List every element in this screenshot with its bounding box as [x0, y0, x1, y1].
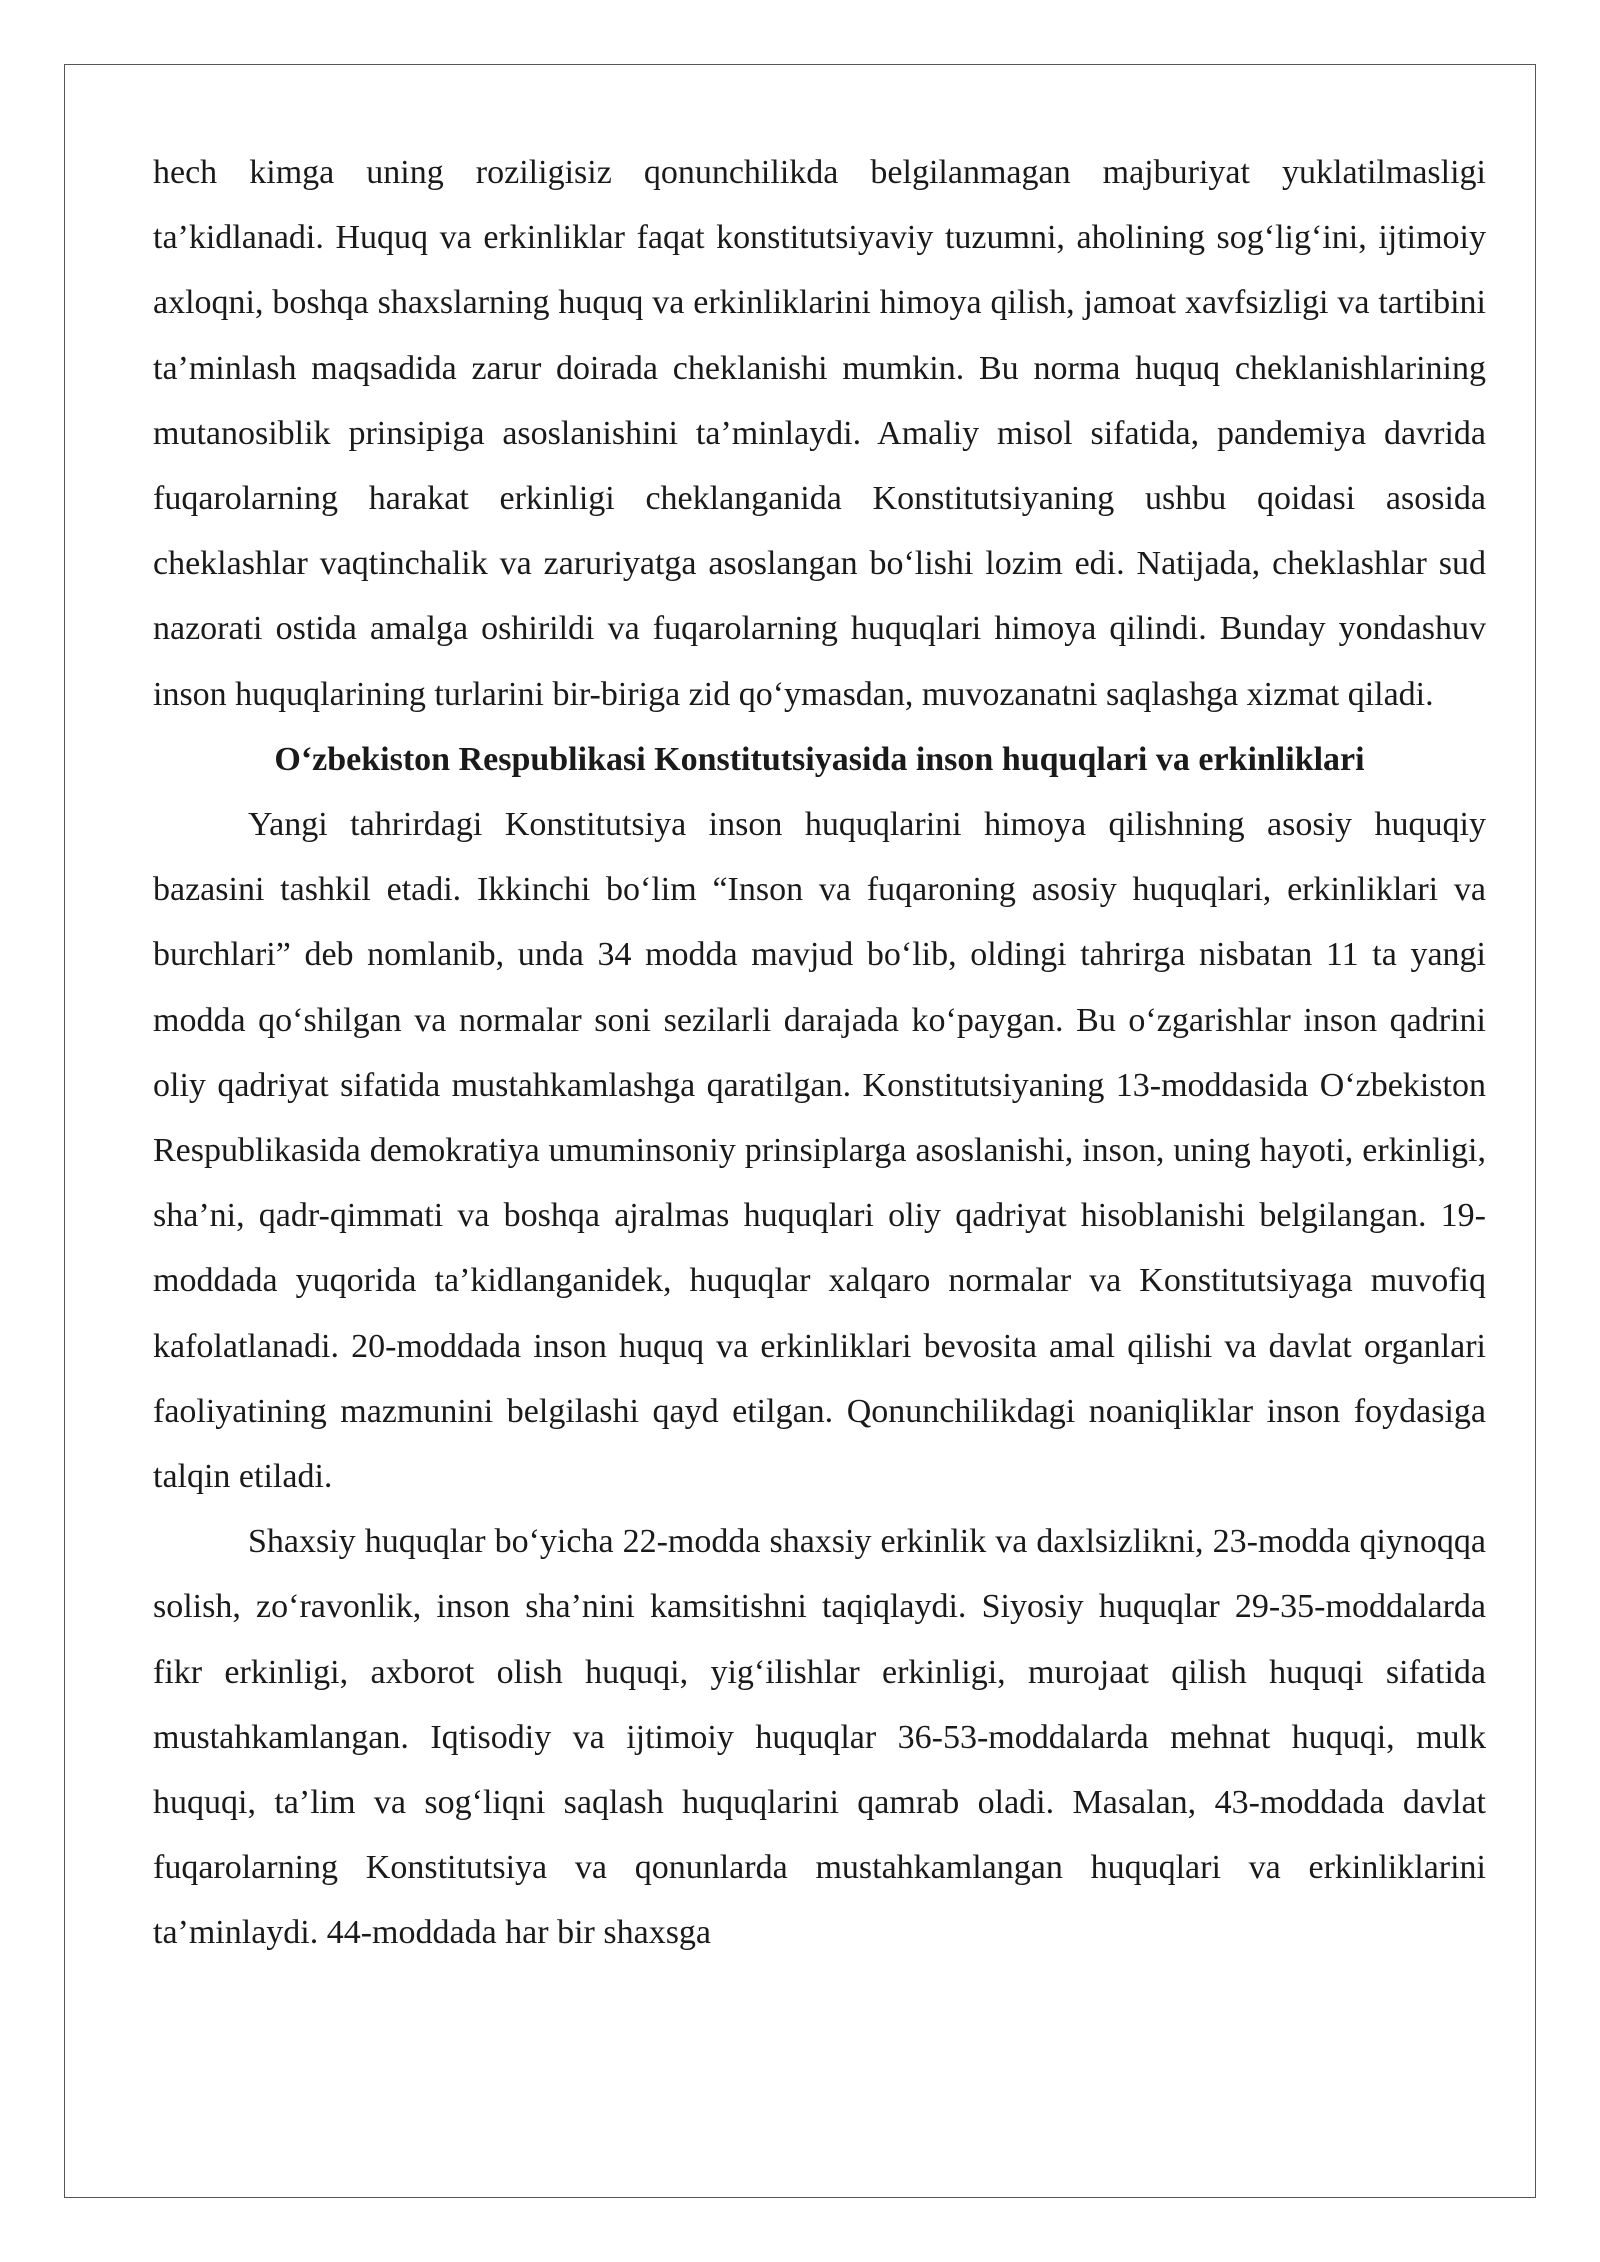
- paragraph-personal-rights: Shaxsiy huquqlar bo‘yicha 22-modda shaxsiy erkinlik va daxlsizlikni, 23-modda qiynoqqa solish, zo‘ravonlik, inson sha’nini kamsitishni taqiqlaydi. Siyosiy huquqlar 29-35-moddalarda fikr erkinligi, axborot olish huquqi, yig‘ilishlar erkinligi, murojaat qilish huquqi sifatida mustahkamlangan. Iqtisodiy va ijtimoiy huquqlar 36-53-moddalarda mehnat huquqi, mulk huquqi, ta’lim va sog‘liqni saqlash huquqlarini qamrab oladi. Masalan, 43-moddada davlat fuqarolarning Konstitutsiya va qonunlarda mustahkamlangan huquqlari va erkinliklarini ta’minlaydi. 44-moddada har bir shaxsga: [153, 1523, 1486, 1952]
- paragraph-continued: hech kimga uning roziligisiz qonunchilikda belgilanmagan majburiyat yuklatilmasligi ta’kidlanadi. Huquq va erkinliklar faqat konstitutsiyaviy tuzumni, aholining sog‘lig‘ini, ijtimoiy axloqni, boshqa shaxslarning huquq va erkinliklarini himoya qilish, jamoat xavfsizligi va tartibini ta’minlash maqsadida zarur doirada cheklanishi mumkin. Bu norma huquq cheklanishlarining mutanosiblik prinsipiga asoslanishini ta’minlaydi. Amaliy misol sifatida, pandemiya davrida fuqarolarning harakat erkinligi cheklanganida Konstitutsiyaning ushbu qoidasi asosida cheklashlar vaqtinchalik va zaruriyatga asoslangan bo‘lishi lozim edi. Natijada, cheklashlar sud nazorati ostida amalga oshirildi va fuqarolarning huquqlari himoya qilindi. Bunday yondashuv inson huquqlarining turlarini bir-biriga zid qo‘ymasdan, muvozanatni saqlashga xizmat qiladi.: [153, 154, 1486, 713]
- document-body: [153, 140, 1486, 1966]
- section-heading: O‘zbekiston Respublikasi Konstitutsiyasida inson huquqlari va erkinliklari: [274, 740, 1365, 778]
- paragraph-constitution-overview: Yangi tahrirdagi Konstitutsiya inson huquqlarini himoya qilishning asosiy huquqiy bazasini tashkil etadi. Ikkinchi bo‘lim “Inson va fuqaroning asosiy huquqlari, erkinliklari va burchlari” deb nomlanib, unda 34 modda mavjud bo‘lib, oldingi tahrirga nisbatan 11 ta yangi modda qo‘shilgan va normalar soni sezilarli darajada ko‘paygan. Bu o‘zgarishlar inson qadrini oliy qadriyat sifatida mustahkamlashga qaratilgan. Konstitutsiyaning 13-moddasida O‘zbekiston Respublikasida demokratiya umuminsoniy prinsiplarga asoslanishi, inson, uning hayoti, erkinligi, sha’ni, qadr-qimmati va boshqa ajralmas huquqlari oliy qadriyat hisoblanishi belgilangan. 19-moddada yuqorida ta’kidlanganidek, huquqlar xalqaro normalar va Konstitutsiyaga muvofiq kafolatlanadi. 20-moddada inson huquq va erkinliklari bevosita amal qilishi va davlat organlari faoliyatining mazmunini belgilashi qayd etilgan. Qonunchilikdagi noaniqliklar inson foydasiga talqin etiladi.: [153, 806, 1486, 1496]
